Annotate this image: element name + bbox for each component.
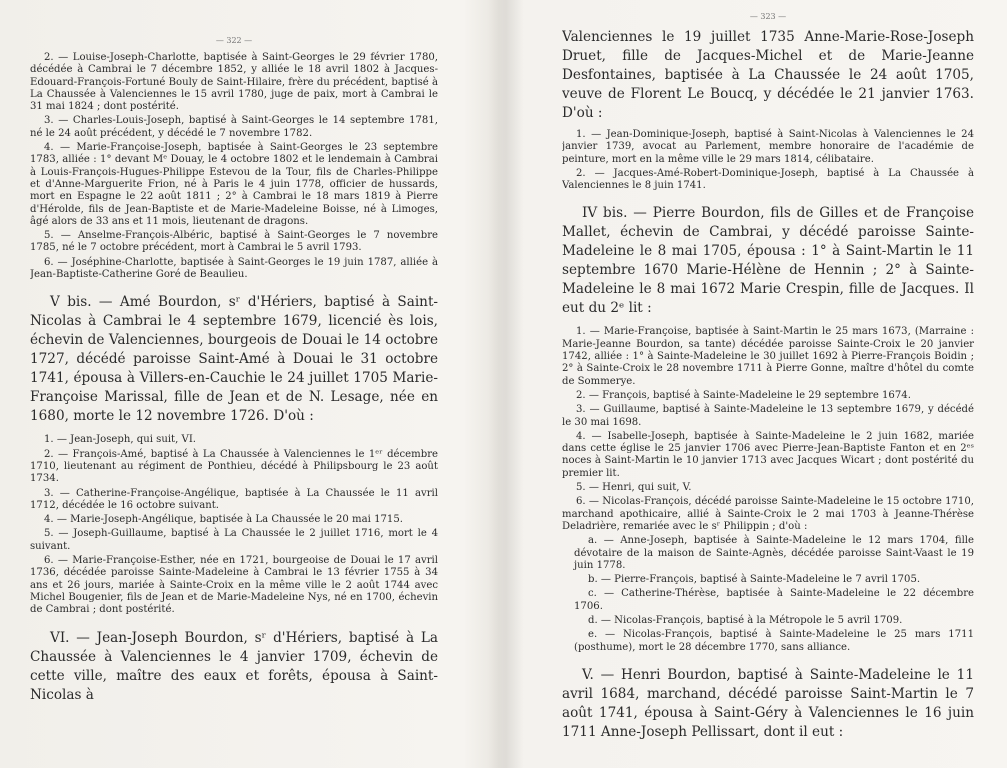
right-page [562,0,974,768]
section-heading-ivbis: IV bis. — Pierre Bourdon, fils de Gilles et de Françoise Mallet, échevin de Cambrai, y décédé paroisse Sainte-Madeleine le 8 mai 1705, épousa : 1° à Saint-Martin le 11 septembre 1670 Marie-Hélène de Hennin ; 2° à Sainte-Madeleine le 8 mai 1672 Marie Crespin, fille de Jacques. Il eut du 2ᵉ lit : [562,205,974,317]
list-item: 3. — Charles-Louis-Joseph, baptisé à Saint-Georges le 14 septembre 1781, né le 24 août précédent, y décédé le 7 novembre 1782. [30,115,438,139]
sub-list-item: e. — Nicolas-François, baptisé à Sainte-Madeleine le 25 mars 1711 (posthume), mort le 28 décembre 1770, sans alliance. [574,629,974,653]
list-item: 4. — Isabelle-Joseph, baptisée à Sainte-Madeleine le 2 juin 1682, mariée dans cette église le 25 janvier 1706 avec Pierre-Jean-Baptiste Fanton et en 2ᵉˢ noces à Saint-Martin le 10 janvier 1713 avec Jacques Wicart ; dont postérité du premier lit. [562,430,974,479]
list-item: 3. — Guillaume, baptisé à Sainte-Madeleine le 13 septembre 1679, y décédé le 30 mai 1698. [562,404,974,428]
list-item: 6. — Marie-Françoise-Esther, née en 1721, bourgeoise de Douai le 17 avril 1736, décédée paroisse Sainte-Madeleine à Cambrai le 13 février 1755 à 34 ans et 26 jours, mariée à Sainte-Croix en la même ville le 2 août 1744 avec Michel Bougenier, fils de Jean et de Marie-Madeleine Nys, né en 1700, échevin de Cambrai ; dont postérité. [30,555,438,616]
list-item: 5. — Joseph-Guillaume, baptisé à La Chaussée le 2 juillet 1716, mort le 4 suivant. [30,528,438,552]
list-item: 2. — Jacques-Amé-Robert-Dominique-Joseph, baptisé à La Chaussée à Valenciennes le 8 juin 1741. [562,167,974,192]
section-heading-v: V. — Henri Bourdon, baptisé à Sainte-Madeleine le 11 avril 1684, marchand, décédé paroisse Saint-Martin le 7 août 1741, épousa à Saint-Géry à Valenciennes le 16 juin 1711 Anne-Joseph Pellissart, dont il eut : [562,666,974,740]
list-item: 6. — Nicolas-François, décédé paroisse Sainte-Madeleine le 15 octobre 1710, marchand apothicaire, allié à Sainte-Croix le 2 mai 1703 à Jeanne-Thérèse Deladrière, remariée avec le sʳ Philippin ; d'où : [562,496,974,532]
page-number-right: — 323 — [749,12,787,21]
left-page [30,0,438,768]
list-item: 2. — François-Amé, baptisé à La Chaussée à Valenciennes le 1ᵉʳ décembre 1710, lieutenant au régiment de Ponthieu, décédé à Philipsbourg le 23 août 1734. [30,448,438,485]
list-item: 6. — Joséphine-Charlotte, baptisée à Saint-Georges le 19 juin 1787, alliée à Jean-Baptiste-Catherine Goré de Beaulieu. [30,256,438,281]
page-gutter [488,0,524,768]
page-number-left: — 322 — [215,36,253,45]
continuation-paragraph: Valenciennes le 19 juillet 1735 Anne-Marie-Rose-Joseph Druet, fille de Jacques-Michel et de Marie-Jeanne Desfontaines, baptisée à La Chaussée le 24 août 1705, veuve de Florent Le Boucq, y décédée le 21 janvier 1763. D'où : [562,29,974,121]
sub-list-item: a. — Anne-Joseph, baptisée à Sainte-Madeleine le 12 mars 1704, fille dévotaire de la maison de Sainte-Agnès, décédée paroisse Saint-Vaast le 19 juin 1778. [574,535,974,571]
sub-list-item: c. — Catherine-Thérèse, baptisée à Sainte-Madeleine le 22 décembre 1706. [574,588,974,612]
list-item: 4. — Marie-Joseph-Angélique, baptisée à La Chaussée le 20 mai 1715. [44,514,403,526]
section-heading-vi: VI. — Jean-Joseph Bourdon, sʳ d'Hériers, baptisé à La Chaussée à Valenciennes le 4 janvier 1709, échevin de cette ville, maître des eaux et forêts, épousa à Saint-Nicolas à [30,629,438,703]
sub-list-item: b. — Pierre-François, baptisé à Sainte-Madeleine le 7 avril 1705. [588,574,921,586]
list-item: 1. — Jean-Dominique-Joseph, baptisé à Saint-Nicolas à Valenciennes le 24 janvier 1739, avocat au Parlement, membre honoraire de l'académie de peinture, mort en la même ville le 29 mars 1814, célibataire. [562,129,974,165]
list-item: 2. — François, baptisé à Sainte-Madeleine le 29 septembre 1674. [576,389,911,401]
section-heading-vbis: V bis. — Amé Bourdon, sʳ d'Hériers, baptisé à Saint-Nicolas à Cambrai le 4 septembre 1679, licencié ès lois, échevin de Valenciennes, bourgeois de Douai le 14 octobre 1727, décédé paroisse Saint-Amé à Douai le 31 octobre 1741, épousa à Villers-en-Cauchie le 24 juillet 1705 Marie-Françoise Marissal, fille de Jean et de N. Lesage, née en 1680, morte le 12 novembre 1726. D'où : [30,294,438,425]
list-item: 4. — Marie-Françoise-Joseph, baptisée à Saint-Georges le 23 septembre 1783, alliée : 1° devant Mᵉ Douay, le 4 octobre 1802 et le lendemain à Cambrai à Louis-François-Hugues-Philippe Estevou de la Tour, fils de Charles-Philippe et d'Anne-Marguerite Frion, né à Paris le 4 juin 1778, officier de hussards, mort en Espagne le 22 août 1811 ; 2° à Cambrai le 18 mars 1819 à Pierre d'Hérolde, fils de Jean-Baptiste et de Marie-Madeleine Boisse, né à Limoges, âgé alors de 33 ans et 11 mois, lieutenant de dragons. [30,142,438,227]
list-item: 1. — Marie-Françoise, baptisée à Saint-Martin le 25 mars 1673, (Marraine : Marie-Jeanne Bourdon, sa tante) décédée paroisse Sainte-Croix le 20 janvier 1742, alliée : 1° à Sainte-Madeleine le 30 juillet 1692 à Pierre-François Boidin ; 2° à Sainte-Croix le 28 novembre 1711 à Pierre Gonne, maître d'hôtel du comte de Sommerye. [562,326,974,387]
list-item: 3. — Catherine-Françoise-Angélique, baptisée à La Chaussée le 11 avril 1712, décédée le 16 octobre suivant. [30,487,438,511]
list-item: 5. — Anselme-François-Albéric, baptisé à Saint-Georges le 7 novembre 1785, né le 7 octobre précédent, mort à Cambrai le 5 avril 1793. [30,230,438,254]
list-item: 2. — Louise-Joseph-Charlotte, baptisée à Saint-Georges le 29 février 1780, décédée à Cambrai le 7 décembre 1852, y alliée le 18 avril 1802 à Jacques-Edouard-François-Fortuné Bouly de Saint-Hilaire, frère du précédent, baptisé à La Chaussée à Valenciennes le 15 avril 1780, juge de paix, mort à Cambrai le 31 mai 1824 ; dont postérité. [30,52,438,113]
sub-list-item: d. — Nicolas-François, baptisé à la Métropole le 5 avril 1709. [588,615,903,627]
list-item: 5. — Henri, qui suit, V. [576,482,692,494]
list-item: 1. — Jean-Joseph, qui suit, VI. [44,434,197,446]
